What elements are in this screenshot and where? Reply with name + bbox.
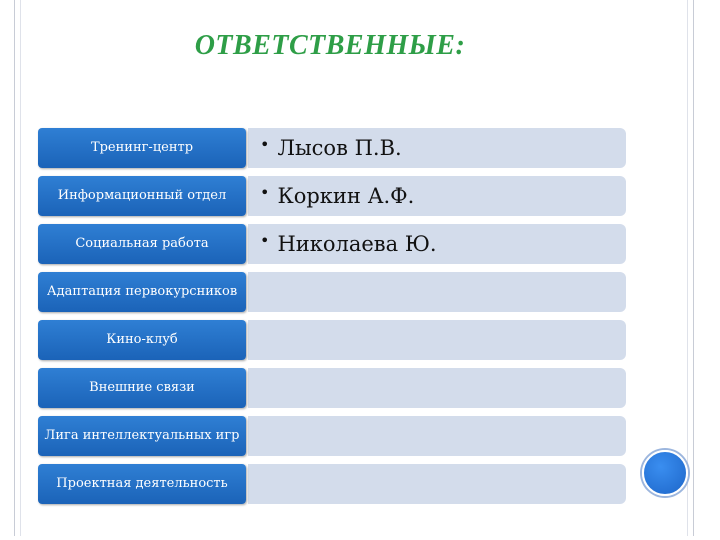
row-label: Внешние связи	[38, 368, 246, 408]
row-label: Социальная работа	[38, 224, 246, 264]
table-row	[38, 416, 626, 456]
row-value-box	[248, 128, 626, 168]
row-value: Николаева Ю.	[277, 232, 437, 256]
table-row	[38, 368, 626, 408]
row-value-box	[248, 272, 626, 312]
table-row	[38, 128, 626, 168]
row-value-box	[248, 464, 626, 504]
row-value: Коркин А.Ф.	[277, 184, 415, 208]
row-value-box	[248, 416, 626, 456]
table-row	[38, 176, 626, 216]
bullet-icon: •	[260, 182, 270, 202]
row-label: Кино-клуб	[38, 320, 246, 360]
table-row	[38, 464, 626, 504]
table-row	[38, 224, 626, 264]
row-value-box	[248, 176, 626, 216]
table-row	[38, 272, 626, 312]
table-row	[38, 320, 626, 360]
bullet-icon: •	[260, 230, 270, 250]
row-label: Адаптация первокурсников	[38, 272, 246, 312]
row-label: Лига интеллектуальных игр	[38, 416, 246, 456]
row-value-box	[248, 320, 626, 360]
row-value-box	[248, 368, 626, 408]
row-label: Информационный отдел	[38, 176, 246, 216]
row-value-box	[248, 224, 626, 264]
decorative-circle-icon	[642, 450, 688, 496]
row-value: Лысов П.В.	[277, 136, 402, 160]
slide-title: ОТВЕТСТВЕННЫЕ:	[194, 30, 466, 61]
row-label: Тренинг-центр	[38, 128, 246, 168]
row-label: Проектная деятельность	[38, 464, 246, 504]
bullet-icon: •	[260, 134, 270, 154]
